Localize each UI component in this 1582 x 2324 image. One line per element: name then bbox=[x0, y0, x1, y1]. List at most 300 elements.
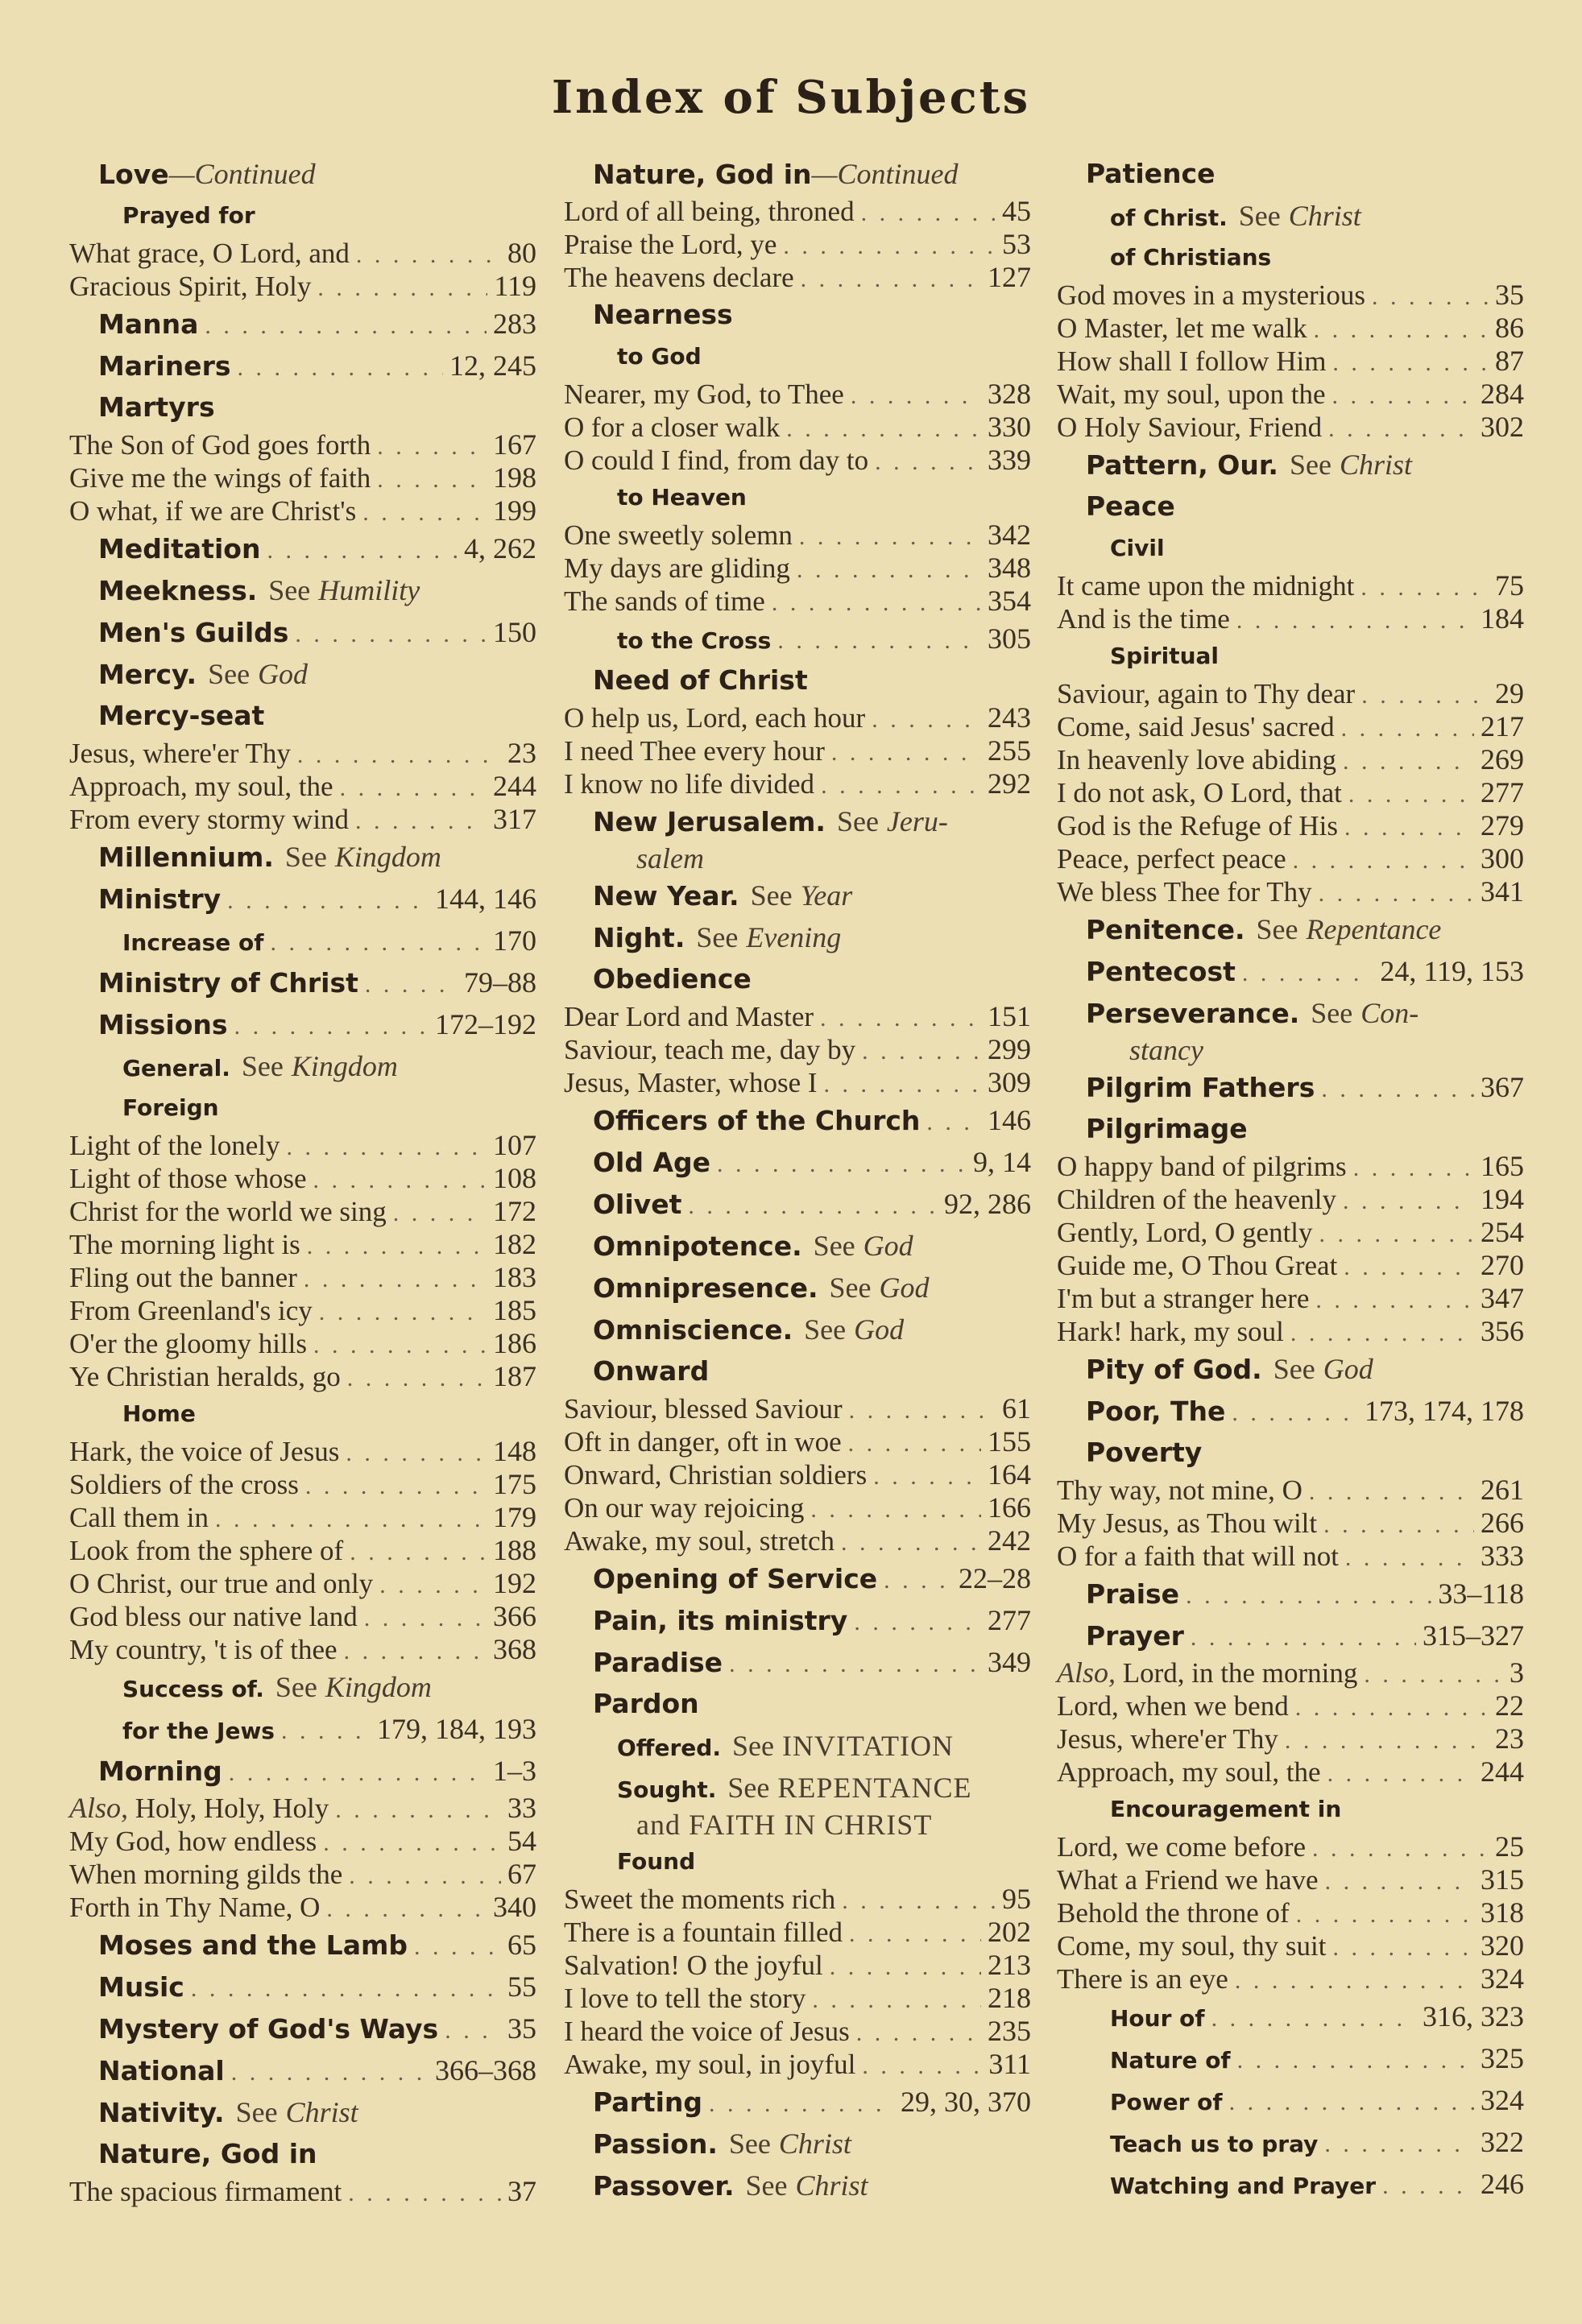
heading-label: Pardon bbox=[593, 1688, 699, 1719]
dot-leader bbox=[1321, 1069, 1474, 1110]
dot-leader bbox=[1236, 604, 1474, 637]
dot-leader bbox=[313, 1329, 487, 1362]
hymn-first-line: Dear Lord and Master bbox=[564, 1001, 814, 1032]
page-number: 318 bbox=[1481, 1896, 1524, 1929]
dot-leader bbox=[1361, 679, 1489, 712]
index-subheading bbox=[564, 618, 1031, 660]
index-heading bbox=[1057, 1348, 1524, 1390]
index-entry bbox=[1057, 1507, 1524, 1540]
dot-leader bbox=[849, 1917, 981, 1950]
index-entry bbox=[69, 428, 536, 461]
heading-label: Pilgrimage bbox=[1086, 1113, 1248, 1144]
index-heading bbox=[564, 1267, 1031, 1309]
index-entry bbox=[69, 1468, 536, 1501]
index-entry bbox=[1057, 776, 1524, 809]
subheading-label: of Christians bbox=[1110, 244, 1272, 271]
dot-leader bbox=[356, 238, 501, 271]
index-entry bbox=[1057, 1474, 1524, 1507]
page-number: 35 bbox=[507, 2012, 536, 2045]
page-number: 185 bbox=[493, 1294, 536, 1326]
index-entry bbox=[564, 2015, 1031, 2048]
heading-label: Passion. bbox=[593, 2128, 718, 2160]
heading-label: Perseverance. bbox=[1086, 998, 1300, 1029]
index-heading bbox=[69, 1003, 536, 1045]
heading-label: Need of Christ bbox=[593, 664, 808, 696]
page-number: 266 bbox=[1481, 1507, 1524, 1539]
page-number: 87 bbox=[1495, 345, 1524, 377]
heading-label: Ministry of Christ bbox=[98, 967, 358, 999]
continued-note: —Continued bbox=[168, 158, 316, 190]
index-entry bbox=[564, 1425, 1031, 1458]
hymn-first-line: O what, if we are Christ's bbox=[69, 495, 357, 527]
hymn-first-line: My Jesus, as Thou wilt bbox=[1057, 1507, 1318, 1539]
index-entry bbox=[69, 1792, 536, 1825]
index-entry bbox=[1057, 1689, 1524, 1722]
index-entry bbox=[564, 261, 1031, 294]
heading-label: Millennium. bbox=[98, 842, 274, 873]
hymn-first-line: O for a closer walk bbox=[564, 411, 781, 443]
subheading-label: Nature of bbox=[1110, 2047, 1231, 2074]
index-entry bbox=[1057, 1315, 1524, 1348]
see-reference-continuation bbox=[564, 1809, 1031, 1841]
hymn-first-line: O could I find, from day to bbox=[564, 445, 869, 476]
see-label: See bbox=[241, 1050, 284, 1082]
see-label: See bbox=[750, 879, 793, 912]
hymn-first-line: God is the Refuge of His bbox=[1057, 810, 1338, 842]
index-entry bbox=[564, 2048, 1031, 2081]
heading-label: Music bbox=[98, 1971, 184, 2003]
dot-leader bbox=[1191, 1617, 1416, 1659]
dot-leader bbox=[1314, 313, 1489, 346]
dot-leader bbox=[801, 263, 981, 296]
dot-leader bbox=[1332, 346, 1489, 379]
see-reference: God bbox=[879, 1272, 930, 1304]
hymn-first-line: My God, how endless bbox=[69, 1826, 317, 1857]
dot-leader bbox=[191, 1968, 501, 2010]
dot-leader bbox=[281, 1710, 371, 1752]
index-heading bbox=[69, 1966, 536, 2008]
subheading-label: Foreign bbox=[122, 1094, 219, 1121]
page-number: 299 bbox=[988, 1033, 1031, 1065]
hymn-first-line: I love to tell the story bbox=[564, 1983, 806, 2014]
page-number: 328 bbox=[988, 378, 1031, 410]
index-subheading bbox=[69, 1666, 536, 1708]
heading-label: Pain, its ministry bbox=[593, 1605, 848, 1636]
page-number: 25 bbox=[1495, 1830, 1524, 1863]
heading-label: Pentecost bbox=[1086, 956, 1236, 987]
page-number: 95 bbox=[1002, 1883, 1031, 1915]
index-heading bbox=[69, 569, 536, 611]
subheading-label: Increase of bbox=[122, 929, 264, 956]
index-heading bbox=[69, 387, 536, 428]
see-reference: INVITATION bbox=[781, 1730, 954, 1762]
index-entry bbox=[564, 519, 1031, 552]
page-number: 244 bbox=[1481, 1755, 1524, 1788]
hymn-first-line: It came upon the midnight bbox=[1057, 570, 1355, 602]
index-entry bbox=[564, 1392, 1031, 1425]
subheading-label: Home bbox=[122, 1400, 196, 1427]
index-entry bbox=[69, 1891, 536, 1924]
dot-leader bbox=[1360, 571, 1489, 604]
page-number: 188 bbox=[493, 1534, 536, 1566]
dot-leader bbox=[797, 553, 981, 586]
page-number: 356 bbox=[1481, 1315, 1524, 1347]
index-entry bbox=[69, 1858, 536, 1891]
page-number: 283 bbox=[493, 308, 536, 340]
page-number: 179, 184, 193 bbox=[377, 1713, 536, 1745]
hymn-first-line: Lord, in the morning bbox=[1122, 1657, 1358, 1689]
see-label: See bbox=[745, 2169, 788, 2202]
page-number: 311 bbox=[988, 2048, 1031, 2080]
index-subheading bbox=[1057, 195, 1524, 237]
heading-label: Paradise bbox=[593, 1647, 723, 1678]
hymn-first-line: Guide me, O Thou Great bbox=[1057, 1250, 1338, 1281]
hymn-first-line: Children of the heavenly bbox=[1057, 1184, 1336, 1215]
page-number: 55 bbox=[507, 1970, 536, 2003]
hymn-first-line: Jesus, where'er Thy bbox=[1057, 1723, 1278, 1755]
page-number: 127 bbox=[988, 261, 1031, 293]
index-heading bbox=[564, 1641, 1031, 1683]
dot-leader bbox=[861, 196, 996, 230]
dot-leader bbox=[1229, 2082, 1474, 2123]
hymn-first-line: I need Thee every hour bbox=[564, 735, 825, 767]
dot-leader bbox=[377, 463, 487, 496]
hymn-first-line: Come, my soul, thy suit bbox=[1057, 1930, 1327, 1962]
hymn-first-line: How shall I follow Him bbox=[1057, 345, 1327, 377]
heading-label: Opening of Service bbox=[593, 1563, 878, 1594]
hymn-first-line: Christ for the world we sing bbox=[69, 1196, 387, 1227]
see-label: See bbox=[284, 841, 327, 873]
index-heading bbox=[564, 958, 1031, 1000]
index-entry bbox=[564, 1066, 1031, 1099]
index-entry bbox=[564, 444, 1031, 477]
page-number: 277 bbox=[1481, 776, 1524, 808]
dot-leader bbox=[237, 347, 443, 389]
see-label: See bbox=[813, 1230, 855, 1262]
index-heading bbox=[564, 1599, 1031, 1641]
hymn-first-line: Approach, my soul, the bbox=[69, 771, 333, 802]
page-number: 186 bbox=[493, 1327, 536, 1359]
dot-leader bbox=[377, 430, 487, 463]
index-entry bbox=[1057, 345, 1524, 378]
index-subheading bbox=[69, 1045, 536, 1087]
dot-leader bbox=[1344, 811, 1474, 844]
hymn-first-line: Salvation! O the joyful bbox=[564, 1950, 823, 1981]
heading-label: Meditation bbox=[98, 533, 261, 564]
dot-leader bbox=[1319, 877, 1474, 910]
subheading-label: Offered. bbox=[617, 1735, 721, 1761]
dot-leader bbox=[215, 1503, 487, 1536]
dot-leader bbox=[347, 1362, 487, 1395]
index-entry bbox=[69, 803, 536, 836]
page-number: 182 bbox=[493, 1228, 536, 1260]
see-label: See bbox=[1273, 1353, 1315, 1385]
index-subheading bbox=[564, 477, 1031, 519]
hymn-first-line: O happy band of pilgrims bbox=[1057, 1151, 1347, 1182]
index-entry bbox=[69, 1825, 536, 1858]
index-heading bbox=[1057, 444, 1524, 486]
dot-leader bbox=[304, 1263, 487, 1296]
dot-leader bbox=[688, 1185, 938, 1227]
page-number: 184 bbox=[1481, 602, 1524, 635]
page-number: 22–28 bbox=[959, 1562, 1031, 1594]
index-entry bbox=[564, 1458, 1031, 1491]
index-entry bbox=[69, 1633, 536, 1666]
heading-label: Men's Guilds bbox=[98, 617, 289, 648]
index-entry bbox=[564, 767, 1031, 800]
index-heading bbox=[564, 1141, 1031, 1183]
see-reference: Christ bbox=[778, 2128, 851, 2160]
see-reference: Jeru- bbox=[886, 805, 948, 837]
page-number: 277 bbox=[988, 1604, 1031, 1636]
index-heading bbox=[564, 1350, 1031, 1392]
hymn-first-line: I'm but a stranger here bbox=[1057, 1283, 1310, 1314]
index-entry bbox=[69, 1327, 536, 1360]
dot-leader bbox=[1285, 1724, 1489, 1757]
subheading-label: Civil bbox=[1110, 535, 1165, 561]
hymn-first-line: Gracious Spirit, Holy bbox=[69, 271, 312, 302]
hymn-first-line: When morning gilds the bbox=[69, 1859, 343, 1890]
dot-leader bbox=[1293, 844, 1474, 877]
index-heading bbox=[69, 836, 536, 878]
page-number: 198 bbox=[493, 461, 536, 494]
page-number: 270 bbox=[1481, 1249, 1524, 1281]
see-label: See bbox=[268, 574, 311, 606]
hymn-first-line: O help us, Lord, each hour bbox=[564, 702, 866, 734]
index-heading bbox=[69, 653, 536, 695]
dot-leader bbox=[729, 1644, 981, 1685]
page-number: 340 bbox=[493, 1891, 536, 1923]
hymn-first-line: In heavenly love abiding bbox=[1057, 744, 1336, 775]
page-number: 164 bbox=[988, 1458, 1031, 1491]
hymn-first-line: There is a fountain filled bbox=[564, 1917, 843, 1948]
see-reference: stancy bbox=[1129, 1034, 1203, 1066]
page-number: 155 bbox=[988, 1425, 1031, 1458]
page-number: 33 bbox=[507, 1792, 536, 1824]
index-entry bbox=[1057, 677, 1524, 710]
index-entry bbox=[69, 1294, 536, 1327]
see-label: See bbox=[1256, 913, 1298, 945]
index-heading bbox=[69, 695, 536, 737]
dot-leader bbox=[362, 496, 487, 529]
hymn-first-line: Look from the sphere of bbox=[69, 1535, 344, 1566]
also-label: Also, bbox=[1057, 1656, 1116, 1689]
hymn-first-line: My country, 't is of thee bbox=[69, 1634, 338, 1665]
index-subheading bbox=[1057, 2079, 1524, 2121]
dot-leader bbox=[872, 703, 981, 736]
page-number: 86 bbox=[1495, 312, 1524, 344]
index-entry bbox=[1057, 1282, 1524, 1315]
index-subheading bbox=[1057, 1995, 1524, 2037]
index-heading bbox=[1057, 486, 1524, 527]
dot-leader bbox=[862, 2049, 982, 2082]
heading-label: Pilgrim Fathers bbox=[1086, 1072, 1315, 1103]
page-number: 341 bbox=[1481, 875, 1524, 908]
dot-leader bbox=[414, 1926, 501, 1968]
index-subheading bbox=[1057, 2037, 1524, 2079]
hymn-first-line: Lord of all being, throned bbox=[564, 196, 855, 227]
see-reference: Kingdom bbox=[325, 1671, 432, 1703]
page-number: 165 bbox=[1481, 1150, 1524, 1182]
see-reference: God bbox=[863, 1230, 913, 1262]
hymn-first-line: O Holy Saviour, Friend bbox=[1057, 411, 1323, 443]
heading-label: Nature, God in bbox=[593, 159, 812, 190]
page-number: 144, 146 bbox=[435, 883, 536, 915]
see-label: See bbox=[275, 1671, 317, 1703]
dot-leader bbox=[270, 922, 487, 964]
index-subheading bbox=[1057, 2121, 1524, 2163]
dot-leader bbox=[1186, 1575, 1431, 1617]
heading-label: Morning bbox=[98, 1755, 222, 1787]
dot-leader bbox=[849, 1394, 996, 1427]
index-heading bbox=[1057, 153, 1524, 195]
page-number: 324 bbox=[1481, 1962, 1524, 1995]
hymn-first-line: Jesus, Master, whose I bbox=[564, 1067, 818, 1098]
see-label: See bbox=[696, 921, 739, 953]
heading-label: Old Age bbox=[593, 1147, 711, 1178]
dot-leader bbox=[1296, 1898, 1474, 1931]
dot-leader bbox=[1345, 1541, 1474, 1574]
page-number: 80 bbox=[507, 237, 536, 269]
index-entry bbox=[1057, 312, 1524, 345]
index-entry bbox=[564, 734, 1031, 767]
page-number: 4, 262 bbox=[464, 532, 536, 564]
dot-leader bbox=[346, 1437, 487, 1470]
index-heading bbox=[69, 1924, 536, 1966]
index-heading bbox=[1057, 992, 1524, 1034]
page-number: 53 bbox=[1002, 228, 1031, 260]
index-heading bbox=[564, 875, 1031, 916]
page-number: 347 bbox=[1481, 1282, 1524, 1314]
hymn-first-line: Holy, Holy, Holy bbox=[135, 1793, 329, 1824]
dot-leader bbox=[1328, 412, 1474, 445]
index-heading bbox=[564, 2165, 1031, 2206]
hymn-first-line: Wait, my soul, upon the bbox=[1057, 378, 1326, 410]
page-number: 309 bbox=[988, 1066, 1031, 1098]
dot-leader bbox=[295, 614, 487, 655]
dot-leader bbox=[799, 520, 981, 553]
index-entry bbox=[1057, 710, 1524, 743]
see-reference: Christ bbox=[1288, 200, 1361, 232]
index-column-3 bbox=[1057, 153, 1524, 2205]
dot-leader bbox=[851, 379, 981, 412]
page-number: 366–368 bbox=[435, 2054, 536, 2086]
index-entry bbox=[69, 1567, 536, 1600]
index-entry bbox=[1057, 1929, 1524, 1962]
heading-label: Obedience bbox=[593, 963, 752, 995]
subheading-label: of Christ. bbox=[1110, 205, 1228, 231]
page-number: 187 bbox=[493, 1360, 536, 1392]
dot-leader bbox=[335, 1793, 501, 1826]
heading-label: Parting bbox=[593, 2086, 703, 2118]
page-number: 317 bbox=[493, 803, 536, 835]
page-number: 22 bbox=[1495, 1689, 1524, 1722]
dot-leader bbox=[379, 1569, 487, 1602]
see-reference: Kingdom bbox=[291, 1050, 398, 1082]
hymn-first-line: God moves in a mysterious bbox=[1057, 279, 1366, 311]
heading-label: Mariners bbox=[98, 350, 231, 382]
heading-label: Prayer bbox=[1086, 1620, 1184, 1652]
page-number: 202 bbox=[988, 1916, 1031, 1948]
dot-leader bbox=[1232, 1392, 1358, 1434]
index-subheading bbox=[564, 1767, 1031, 1809]
page-number: 151 bbox=[988, 1000, 1031, 1032]
index-entry bbox=[69, 1162, 536, 1195]
heading-label: Mercy-seat bbox=[98, 700, 265, 731]
index-entry bbox=[564, 585, 1031, 618]
heading-label: Omniscience. bbox=[593, 1314, 793, 1346]
index-heading bbox=[1057, 1108, 1524, 1150]
heading-label: Manna bbox=[98, 308, 199, 340]
index-entry bbox=[1057, 1150, 1524, 1183]
dot-leader bbox=[393, 1197, 487, 1230]
heading-label: New Jerusalem. bbox=[593, 806, 826, 837]
dot-leader bbox=[1348, 778, 1474, 811]
dot-leader bbox=[344, 1635, 487, 1668]
hymn-first-line: One sweetly solemn bbox=[564, 519, 793, 551]
index-subheading bbox=[69, 920, 536, 961]
index-heading bbox=[1057, 1615, 1524, 1656]
heading-label: Omnipotence. bbox=[593, 1230, 802, 1262]
page-number: 305 bbox=[988, 622, 1031, 655]
dot-leader bbox=[1237, 2040, 1474, 2082]
index-entry bbox=[1057, 875, 1524, 908]
heading-label: National bbox=[98, 2055, 225, 2086]
index-heading bbox=[564, 660, 1031, 701]
see-reference-continuation bbox=[1057, 1034, 1524, 1066]
dot-leader bbox=[323, 1826, 501, 1859]
see-label: See bbox=[728, 2128, 771, 2160]
index-heading bbox=[564, 294, 1031, 336]
hymn-first-line: We bless Thee for Thy bbox=[1057, 876, 1312, 908]
page-number: 339 bbox=[988, 444, 1031, 476]
page-number: 33–118 bbox=[1438, 1578, 1524, 1610]
index-entry bbox=[1057, 378, 1524, 411]
dot-leader bbox=[1235, 1964, 1474, 1997]
page-number: 325 bbox=[1481, 2042, 1524, 2074]
heading-label: Olivet bbox=[593, 1189, 682, 1220]
page-number: 3 bbox=[1510, 1656, 1524, 1689]
see-reference: Christ bbox=[1339, 449, 1412, 481]
page-number: 12, 245 bbox=[449, 349, 536, 382]
dot-leader bbox=[884, 1560, 952, 1602]
heading-label: Nativity. bbox=[98, 2097, 225, 2128]
see-label: See bbox=[804, 1313, 847, 1346]
index-entry bbox=[564, 552, 1031, 585]
dot-leader bbox=[1343, 745, 1474, 778]
see-reference: and FAITH IN CHRIST bbox=[636, 1809, 933, 1841]
heading-label: Night. bbox=[593, 922, 685, 953]
dot-leader bbox=[862, 1035, 981, 1068]
dot-leader bbox=[1290, 1317, 1474, 1350]
index-entry bbox=[69, 1534, 536, 1567]
index-heading bbox=[1057, 950, 1524, 992]
page-number: 175 bbox=[493, 1468, 536, 1500]
index-heading bbox=[69, 2008, 536, 2049]
index-heading bbox=[69, 345, 536, 387]
hymn-first-line: The morning light is bbox=[69, 1229, 300, 1260]
page-number: 183 bbox=[493, 1261, 536, 1293]
hymn-first-line: Saviour, again to Thy dear bbox=[1057, 678, 1356, 709]
dot-leader bbox=[326, 1892, 487, 1925]
heading-label: Patience bbox=[1086, 158, 1215, 189]
page-number: 279 bbox=[1481, 809, 1524, 842]
page-number: 242 bbox=[988, 1524, 1031, 1557]
heading-label: Penitence. bbox=[1086, 914, 1245, 945]
index-heading bbox=[564, 1099, 1031, 1141]
hymn-first-line: I know no life divided bbox=[564, 768, 815, 800]
heading-label: Omnipresence. bbox=[593, 1272, 818, 1304]
